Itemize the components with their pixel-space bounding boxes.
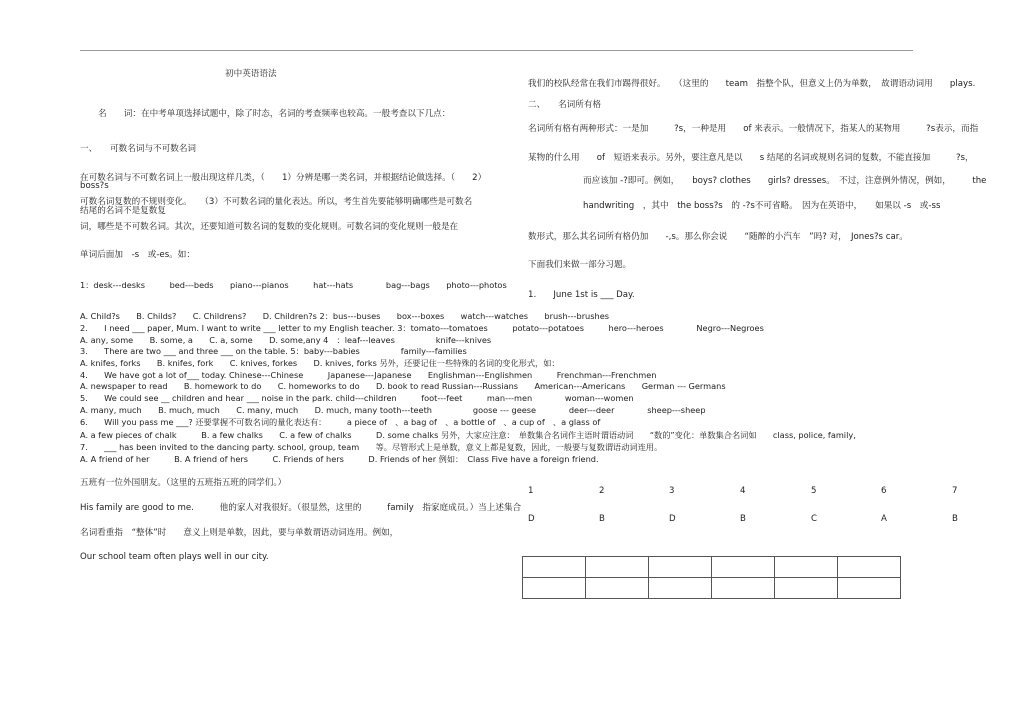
paragraph-4: 单词后面加 -s 或-es。如：: [80, 250, 195, 260]
intro-paragraph: 名 词：在中考单项选择试题中，除了时态，名词的考查频率也较高。一般考查以下几点：: [98, 109, 451, 119]
answer-num-1: 1: [528, 486, 534, 496]
answer-cell: [523, 578, 586, 599]
quiz-line-9: A. many, much B. much, much C. many, much D. much, many tooth---teeth goose --- geese deer---deer sheep---sheep: [80, 405, 706, 415]
answer-num-4: 4: [740, 486, 746, 496]
section-heading-1: 一、 可数名词与不可数名词: [80, 144, 197, 154]
right-paragraph-7: 数形式，那么其名词所有格仍加 -,s。那么你会说 “随醉的小汽车 ”吗? 对， Jones?s car。: [528, 232, 908, 242]
right-paragraph-6: handwriting ，其中 the boss?s 的 -?s不可省略。 因为在英语中， 如果以 -s 或-ss: [583, 201, 941, 211]
quiz-line-2: 2. I need ___ paper, Mum. I want to write ___ letter to my English teacher. 3：tomato---tomatoes potato---potatoes hero---heroes Negro---Negroes: [80, 323, 764, 333]
answer-num-6: 6: [881, 486, 887, 496]
quiz-line-3: A. any, some B. some, a C. a, some D. some,any 4 ：leaf---leaves knife---knives: [80, 335, 492, 345]
answer-cell: [586, 578, 649, 599]
quiz-line-5: A. knifes, forks B. knifes, fork C. knives, forkes D. knives, forks 另外，还要记住一些特殊的名词的变化形式，如：: [80, 358, 560, 368]
quiz-line-12: 7. ___ has been invited to the dancing party. school, group, team 等。尽管形式上是单数，意义上都是复数，因此，一般要与复数谓语动词连用。: [80, 442, 663, 452]
answer-num-5: 5: [811, 486, 817, 496]
right-paragraph-3: 名词所有格有两种形式：一是加 ?s，一种是用 of 来表示。一般情况下，指某人的某物用 ?s表示，而指: [528, 124, 979, 134]
right-paragraph-1: 我们的校队经常在我们市踢得很好。 （这里的 team 指整个队，但意义上仍为单数， 故谓语动词用 plays.: [528, 79, 976, 89]
answer-key-2: B: [599, 514, 605, 524]
quiz-line-4: 3. There are two ___ and three ___ on the table. 5：baby---babies family---families: [80, 346, 467, 356]
paragraph-2: 可数名词复数的不规则变化。 （3）不可数名词的量化表达。所以，考生首先要能够明确哪些是可数名: [80, 197, 473, 207]
quiz-line-6: 4. We have got a lot of___ today. Chinese---Chinese Japanese---Japanese Englishman---Englishmen Frenchman---Frenchmen: [80, 370, 657, 380]
right-paragraph-5: 而应该加 -?即可。例如， boys? clothes girls? dresses。 不过，注意例外情况，例如， the: [583, 176, 987, 186]
answer-cell: [712, 578, 775, 599]
answer-grid: [522, 556, 901, 599]
answer-key-3: D: [669, 514, 676, 524]
paragraph-3: 词，哪些是不可数名词。其次，还要知道可数名词的复数的变化规则。可数名词的变化规则一般是在: [80, 222, 459, 232]
answer-num-2: 2: [599, 486, 605, 496]
answer-key-4: B: [740, 514, 746, 524]
answer-cell: [775, 557, 838, 578]
right-paragraph-4: 某物的什么用 of 短语来表示。另外，要注意凡是以 s 结尾的名词或规则名词的复数，不能直接加 ?s，: [528, 153, 974, 163]
answer-cell: [838, 557, 901, 578]
quiz-line-11: A. a few pieces of chalk B. a few chalks C. a few of chalks D. some chalks 另外，大家应注意： 单数集合名词作主语时谓语动词 “数的”变化：单数集合名词如 class, police, family,: [80, 430, 856, 440]
answer-cell: [712, 557, 775, 578]
answer-num-7: 7: [952, 486, 958, 496]
answer-cell: [775, 578, 838, 599]
section-heading-2: 二、 名词所有格: [528, 100, 602, 110]
right-paragraph-8: 下面我们来做一部分习题。: [528, 260, 632, 270]
answer-grid-row: [523, 557, 901, 578]
paragraph-5: 五班有一位外国朋友。（这里的五班指五班的同学们。）: [80, 478, 287, 488]
quiz-line-7: A. newspaper to read B. homework to do C. homeworks to do D. book to read Russian---Russians American---Americans German --- Germans: [80, 381, 726, 391]
top-rule: [80, 50, 913, 51]
quiz-line-10: 6. Will you pass me ___? 还要掌握不可数名词的量化表达有： a piece of 、a bag of 、a bottle of 、a cup of 、a glass of: [80, 417, 601, 427]
answer-cell: [523, 557, 586, 578]
answer-key-6: A: [881, 514, 887, 524]
answer-grid-row: [523, 578, 901, 599]
quiz-line-13: A. A friend of her B. A friend of hers C. Friends of hers D. Friends of her 例如： Class Five have a foreign friend.: [80, 454, 599, 464]
answer-key-7: B: [952, 514, 958, 524]
answer-num-3: 3: [669, 486, 675, 496]
answer-cell: [649, 557, 712, 578]
overlap-fragment-2: 结尾的名词不是复数复: [80, 206, 166, 216]
paragraph-6: His family are good to me. 他的家人对我很好。（很显然，这里的 family 指家庭成员。）当上述集合: [80, 503, 522, 513]
quiz-line-1: A. Child?s B. Childs? C. Childrens? D. Children?s 2：bus---buses box---boxes watch---watches brush---brushes: [80, 311, 610, 321]
answer-key-5: C: [811, 514, 818, 524]
answer-cell: [838, 578, 901, 599]
answer-key-1: D: [528, 514, 535, 524]
right-question-1: 1. June 1st is ___ Day.: [528, 290, 635, 300]
answer-cell: [649, 578, 712, 599]
paragraph-8: Our school team often plays well in our city.: [80, 552, 269, 562]
paragraph-1: 在可数名词与不可数名词上一般出现这样几类，（ 1）分辨是哪一类名词，并根据结论做选择。（ 2）: [80, 173, 487, 183]
answer-cell: [586, 557, 649, 578]
overlap-fragment-1: boss?s: [80, 181, 109, 191]
quiz-line-8: 5. We could see __ children and hear ___ noise in the park. child---children foot---feet man---men woman---women: [80, 393, 634, 403]
example-line-1: 1：desk---desks bed---beds piano---pianos hat---hats bag---bags photo---photos: [80, 280, 507, 290]
doc-title: 初中英语语法: [225, 69, 277, 79]
paragraph-7: 名词看重指 “整体”时 意义上则是单数，因此，要与单数谓语动词连用。例如，: [80, 528, 399, 538]
